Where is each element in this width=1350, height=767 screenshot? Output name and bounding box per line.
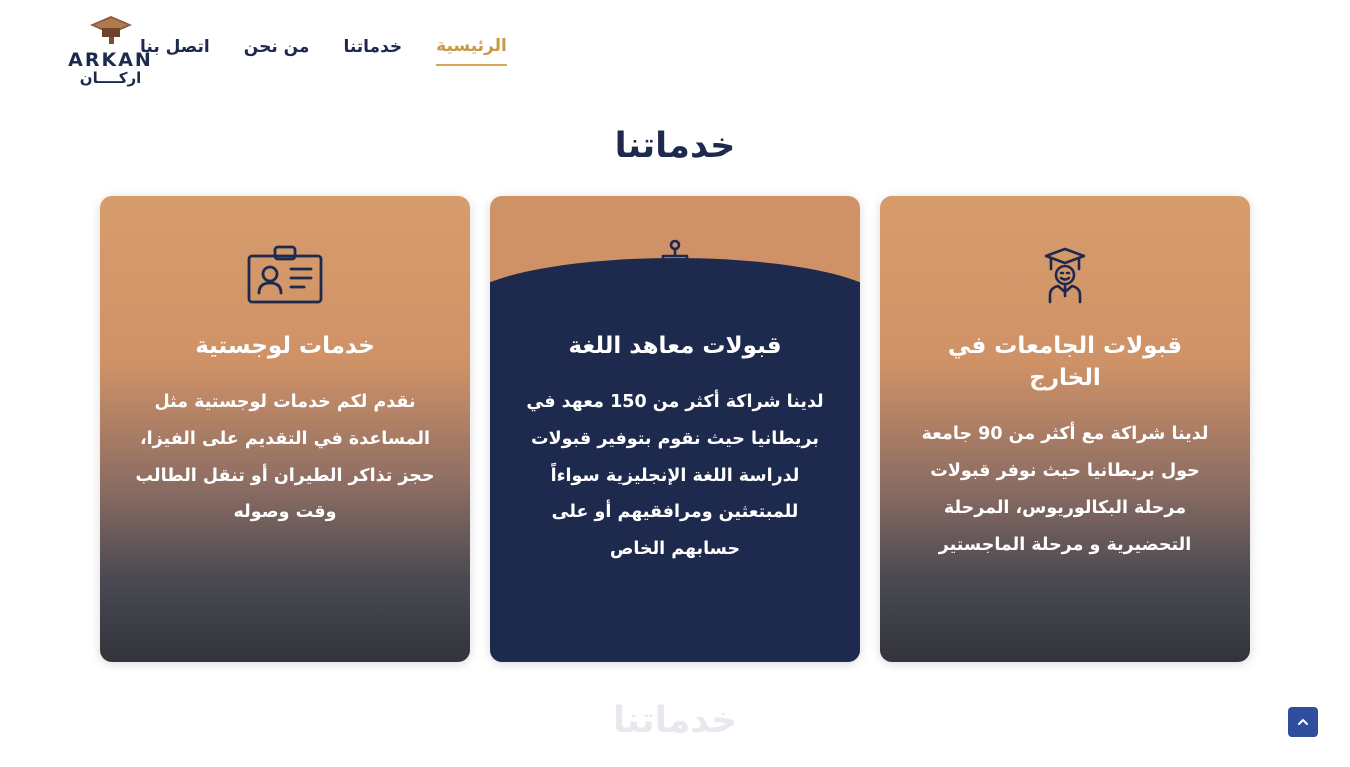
page-title: خدماتنا xyxy=(614,126,736,166)
nav-item-home[interactable]: الرئيسية xyxy=(436,36,507,66)
logo-text-ar: اركــــان xyxy=(79,69,142,87)
logo-text-en: ARKAN xyxy=(68,49,153,71)
nav-item-about[interactable]: من نحن xyxy=(243,37,310,57)
service-card-logistics[interactable] xyxy=(100,196,470,662)
card-description: لدينا شراكة أكثر من 150 معهد في بريطانيا حيث نقوم بتوفير قبولات لدراسة اللغة الإنجليزية سواءاً للمبتعثين ومرافقيهم أو على حسابهم الخاص xyxy=(526,392,824,560)
id-card-icon xyxy=(245,234,325,316)
card-description: نقدم لكم خدمات لوجستية مثل المساعدة في التقديم على الفيزا، حجز تذاكر الطيران أو تنقل الطالب وقت وصوله xyxy=(135,392,435,523)
card-title: خدمات لوجستية xyxy=(195,333,375,359)
institute-building-icon xyxy=(637,234,713,316)
footer-watermark-text: خدماتنا xyxy=(612,700,738,741)
graduate-student-icon xyxy=(1032,234,1098,316)
service-card-language-institutes[interactable] xyxy=(490,196,860,662)
service-card-university-admissions[interactable] xyxy=(880,196,1250,662)
card-title: قبولات معاهد اللغة xyxy=(568,333,782,359)
site-header xyxy=(0,0,1350,110)
main-navigation xyxy=(0,36,1350,66)
card-title: قبولات الجامعات في الخارج xyxy=(947,333,1183,392)
nav-item-contact[interactable]: اتصل بنا xyxy=(140,37,210,57)
scroll-to-top-button[interactable] xyxy=(1288,707,1318,737)
services-card-list xyxy=(100,196,1250,662)
nav-item-services[interactable]: خدماتنا xyxy=(343,37,403,57)
card-description: لدينا شراكة مع أكثر من 90 جامعة حول بريطانيا حيث نوفر قبولات مرحلة البكالوريوس، المرحلة التحضيرية و مرحلة الماجستير xyxy=(921,424,1209,555)
chevron-up-icon xyxy=(1296,715,1310,729)
